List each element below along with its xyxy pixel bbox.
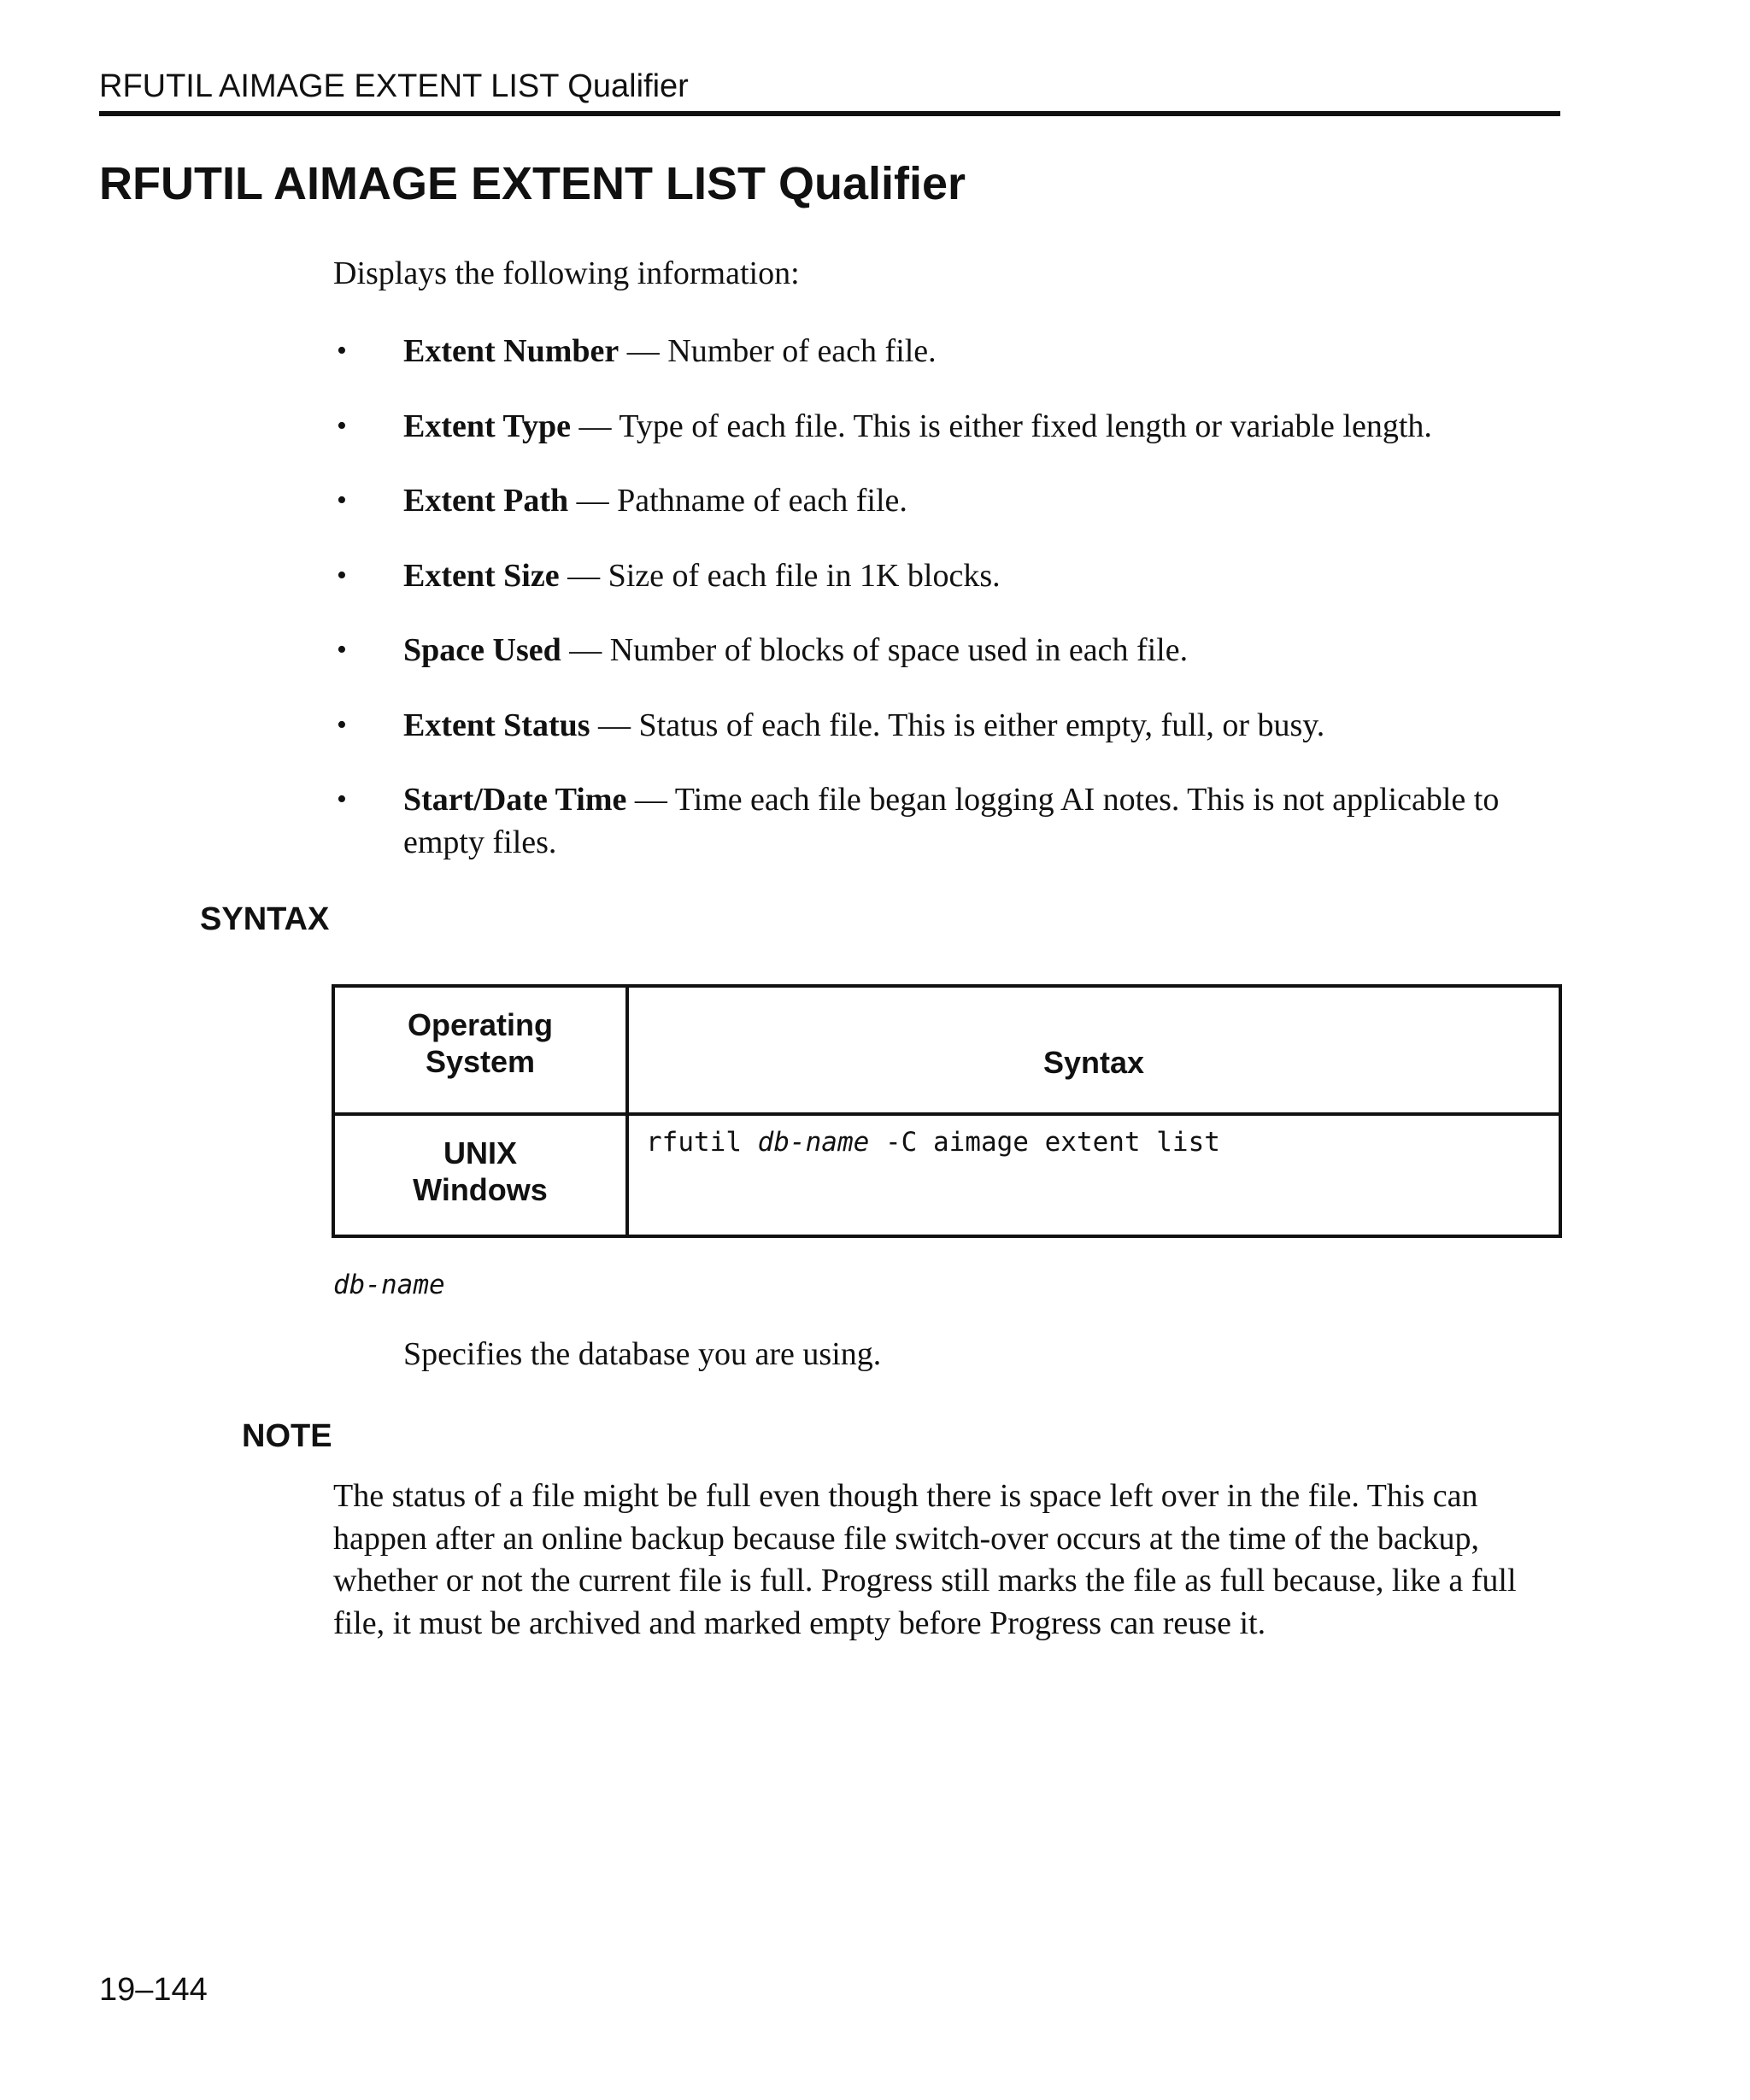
list-item — [333, 405, 1564, 448]
list-item-desc: — Status of each file. This is either empty, full, or busy. — [590, 707, 1325, 743]
syntax-heading: SYNTAX — [200, 901, 330, 937]
list-item — [333, 479, 1564, 522]
list-item-term: Extent Status — [403, 707, 590, 743]
info-list — [333, 330, 1564, 896]
list-item-desc: — Number of blocks of space used in each file. — [561, 632, 1189, 668]
list-item — [333, 330, 1564, 372]
bullet-icon: • — [337, 409, 347, 442]
header-rule — [99, 111, 1560, 116]
bullet-icon: • — [337, 559, 347, 591]
table-header-syntax: Syntax — [1042, 1045, 1145, 1080]
list-item-desc: — Time each file began logging AI notes. This is not applicable to empty files. — [403, 782, 1500, 860]
note-text: The status of a file might be full even though there is space left over in the file. This can happen after an online backup because file switch-over occurs at the time of the backup, whether or not the current file is full. Progress still marks the file as full because, like a full file, it must be archived and marked empty before Progress can reuse it. — [333, 1478, 1517, 1641]
list-item-term: Extent Number — [403, 333, 620, 369]
page-number: 19–144 — [99, 1972, 208, 2008]
page-title: RFUTIL AIMAGE EXTENT LIST Qualifier — [99, 158, 966, 209]
table-cell-operating-system — [335, 1135, 625, 1208]
list-item — [333, 704, 1564, 747]
table-column-divider — [625, 988, 629, 1235]
list-item-term: Start/Date Time — [403, 782, 627, 818]
list-item — [333, 629, 1564, 672]
table-header-operating-system — [335, 1006, 625, 1080]
running-header: RFUTIL AIMAGE EXTENT LIST Qualifier — [99, 68, 689, 104]
list-item-desc: — Number of each file. — [619, 333, 937, 369]
list-item — [333, 554, 1564, 597]
os-name: Windows — [413, 1172, 548, 1207]
syntax-table — [332, 984, 1562, 1238]
list-item-desc: — Pathname of each file. — [568, 483, 907, 519]
header-os-line: System — [425, 1044, 536, 1079]
list-item-term: Extent Size — [403, 557, 560, 594]
parameter-name: db-name — [333, 1270, 445, 1300]
table-row-divider — [335, 1112, 1559, 1116]
bullet-icon: • — [337, 634, 347, 666]
note-heading: NOTE — [242, 1418, 332, 1454]
bullet-icon: • — [337, 335, 347, 367]
header-os-line: Operating — [407, 1007, 553, 1042]
list-item-term: Space Used — [403, 632, 561, 668]
list-item — [333, 778, 1564, 864]
syntax-options: -C aimage extent list — [869, 1127, 1220, 1158]
bullet-icon: • — [337, 484, 347, 516]
table-cell-syntax — [646, 1127, 1220, 1158]
parameter-description: Specifies the database you are using. — [403, 1336, 882, 1372]
list-item-term: Extent Path — [403, 483, 569, 519]
list-item-desc: — Type of each file. This is either fixed length or variable length. — [571, 408, 1432, 444]
syntax-parameter: db-name — [757, 1127, 870, 1158]
bullet-icon: • — [337, 708, 347, 741]
syntax-command: rfutil — [646, 1127, 758, 1158]
list-item-desc: — Size of each file in 1K blocks. — [559, 557, 1001, 594]
list-item-term: Extent Type — [403, 408, 571, 444]
os-name: UNIX — [443, 1135, 517, 1170]
intro-text: Displays the following information: — [333, 255, 800, 291]
bullet-icon: • — [337, 783, 347, 815]
